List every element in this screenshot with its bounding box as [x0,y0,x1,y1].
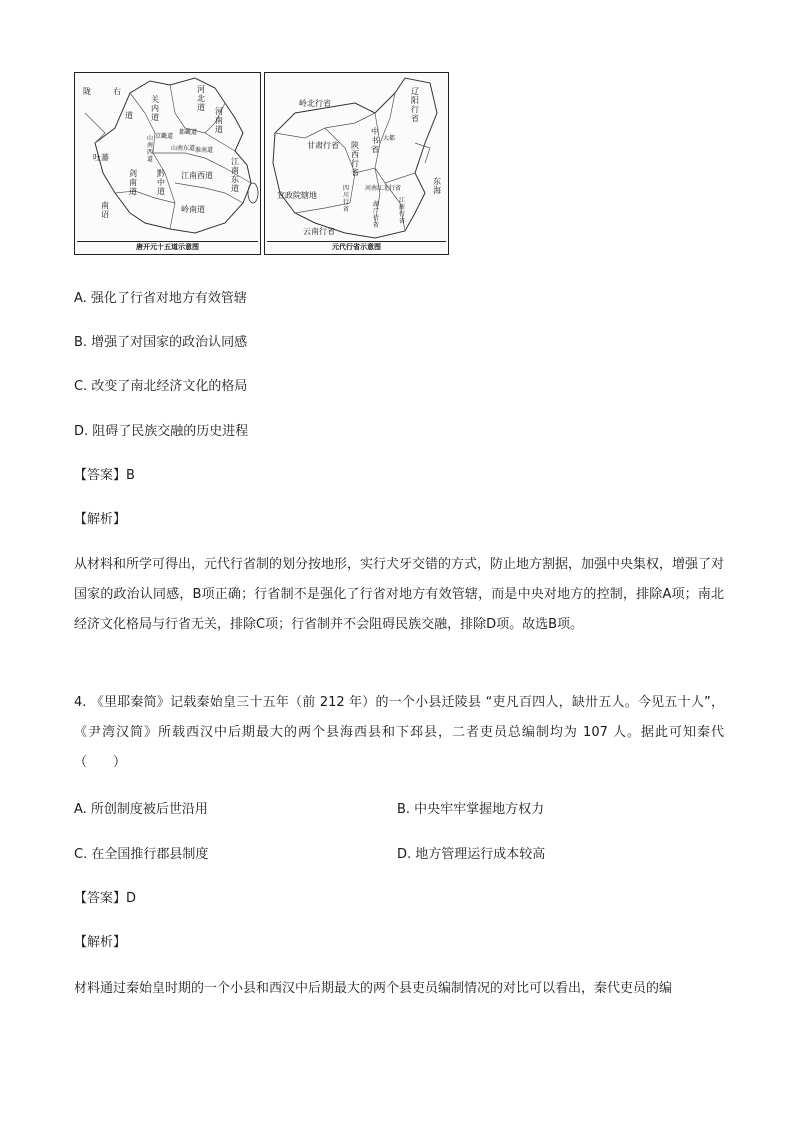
map-label: 湖广行省 [373,201,380,229]
q4-option-c: C. 在全国推行郡县制度 [74,847,209,862]
tang-map [74,72,261,255]
map-label: 京畿道 [155,133,174,140]
map-label: 大都 [383,135,396,142]
map-label: 右 [113,87,121,96]
q4-answer: 【答案】D [74,891,137,906]
map-label: 宣政院辖地 [277,191,317,200]
q4-stem: 4. 《里耶秦简》记载秦始皇三十五年（前 212 年）的一个小县迁陵县 “吏凡百四人，缺卅五人。今见五十人”，《尹湾汉简》所载西汉中后期最大的两个县海西县和下邳县，二者吏员总编制均为 107 人。据此可知秦代（ ） [74,695,724,770]
map-label: 淮南道 [195,147,214,154]
map-label: 岭南道 [181,205,205,214]
yuan-map [264,72,449,255]
map-label: 吐蕃 [93,153,109,162]
map-label: 江浙行省 [399,197,406,225]
map-label: 都畿道 [179,129,198,136]
q3-answer: 【答案】B [74,468,135,483]
map-figure [74,72,449,255]
q3-analysis: 从材料和所学可得出，元代行省制的划分按地形，实行犬牙交错的方式，防止地方割据，加强中央集权，增强了对国家的政治认同感，B项正确；行省制不是强化了行省对地方有效管辖，而是中央对地方的控制，排除A项；南北经济文化格局与行省无关，排除C项；行省制并不会阻碍民族交融，排除D项。故选B项。 [74,557,725,632]
map-label: 关内道 [151,95,159,122]
map-label: 陇 [83,87,91,96]
map-label: 辽阳行省 [411,87,419,123]
q4-analysis-label: 【解析】 [74,935,127,950]
map-label: 河北道 [197,85,205,112]
map-label: 河南道 [215,107,223,134]
yuan-map-caption: 元代行省示意图 [332,243,381,251]
map-label: 河南江北行省 [365,185,402,192]
q4-analysis: 材料通过秦始皇时期的一个小县和西汉中后期最大的两个县吏员编制情况的对比可以看出，秦代吏员的编 [74,981,673,996]
map-label: 江南西道 [181,171,213,180]
q3-option-b: B. 增强了对国家的政治认同感 [74,335,248,350]
map-label: 陕西行省 [351,141,359,177]
q4-option-b: B. 中央牢牢掌握地方权力 [397,802,545,817]
q4-option-a: A. 所创制度被后世沿用 [74,802,208,817]
q3-analysis-label: 【解析】 [74,512,127,527]
map-label: 四川行省 [343,185,350,213]
map-label: 江南东道 [231,157,239,193]
map-label: 云南行省 [303,227,335,236]
map-label: 中书省 [371,127,379,154]
tang-map-caption: 唐开元十五道示意图 [136,243,199,251]
map-label: 岭北行省 [299,99,331,108]
map-label: 黔中道 [157,169,165,196]
q4-option-d: D. 地方管理运行成本较高 [397,847,546,862]
map-label: 山南西道 [147,135,154,163]
map-label: 道 [125,111,133,120]
map-label: 山南东道 [171,145,196,152]
map-label: 东海 [433,177,441,195]
map-label: 剑南道 [129,169,137,196]
q3-option-d: D. 阻碍了民族交融的历史进程 [74,424,249,439]
map-label: 甘肃行省 [307,141,339,150]
q3-option-a: A. 强化了行省对地方有效管辖 [74,291,247,306]
map-label: 南诏 [101,201,109,219]
q3-option-c: C. 改变了南北经济文化的格局 [74,379,248,394]
